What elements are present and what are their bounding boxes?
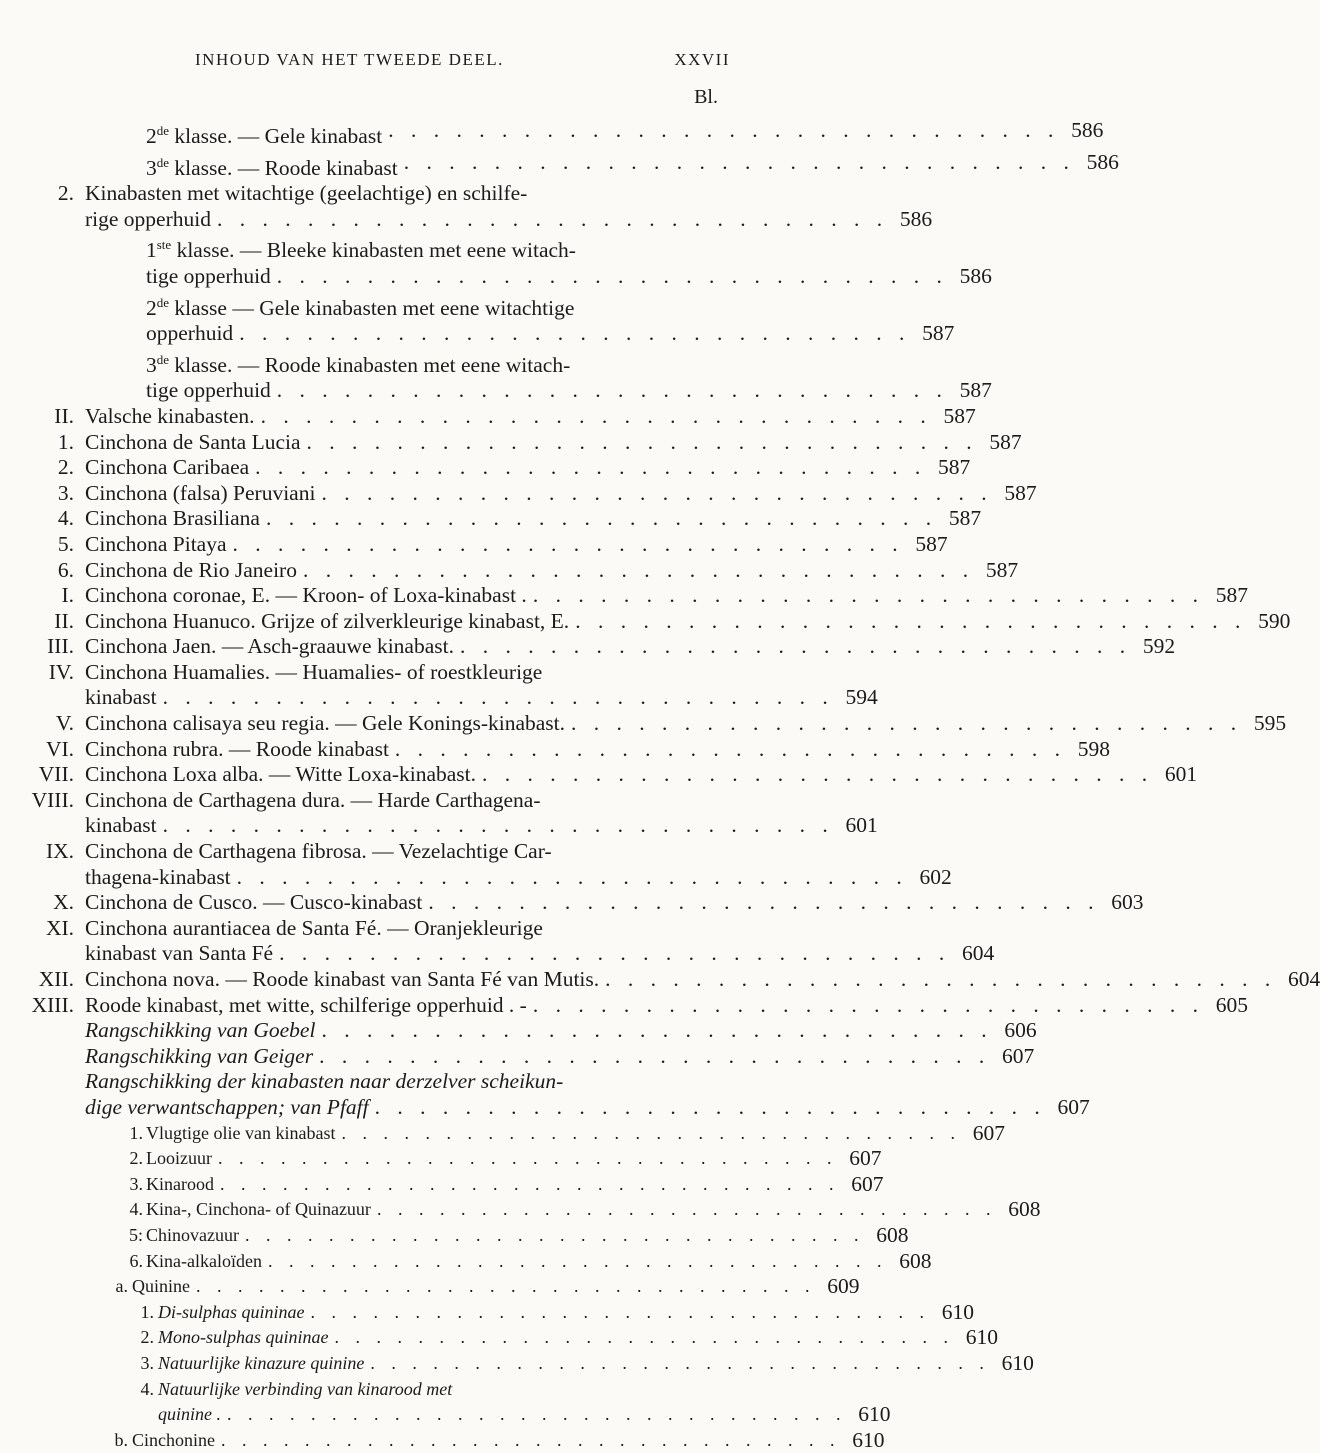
toc-entry-text: dige verwantschappen; van Pfaff	[85, 1094, 369, 1119]
toc-entry[interactable]	[0, 992, 1248, 1019]
toc-entry-page: 606	[1004, 1018, 1037, 1043]
toc-entry-page: 586	[959, 263, 992, 288]
toc-entry-text: Cinchona Brasiliana	[85, 506, 260, 531]
toc-entry-number: 5.	[57, 531, 74, 556]
toc-entry-page: 586	[1071, 118, 1104, 142]
toc-entry-text: Chinovazuur	[146, 1224, 239, 1245]
toc-entry-text: opperhuid	[146, 321, 234, 346]
dot-leader: . . . . . . . . . . . . . . . . . . . . . . . . . . . . . .	[265, 506, 938, 531]
toc-entry[interactable]	[0, 290, 955, 347]
toc-entry-text: Cinchona aurantiacea de Santa Fé. — Oranjekleurige	[85, 915, 543, 940]
toc-entry[interactable]	[0, 634, 1176, 660]
dot-leader: . . . . . . . . . . . . . . . . . . . . . . . . . . . . . .	[370, 1352, 990, 1373]
toc-entry[interactable]	[0, 1325, 998, 1351]
toc-entry-text: Cinchona Loxa alba. — Witte Loxa-kinabast.	[85, 762, 476, 787]
toc-entry-text: Cinchona de Santa Lucia	[85, 429, 301, 454]
toc-entry-page: 607	[851, 1171, 884, 1196]
dot-leader: . . . . . . . . . . . . . . . . . . . . . . . . . . . . . .	[267, 1250, 888, 1271]
toc-entry-text: Cinchona Huamalies. — Huamalies- of roestkleurige	[85, 659, 543, 684]
dot-leader: . . . . . . . . . . . . . . . . . . . . . . . . . . . . . .	[302, 557, 975, 582]
dot-leader: . . . . . . . . . . . . . . . . . . . . . . . . . . . . . .	[376, 1199, 997, 1220]
toc-entry-text: rige opperhuid	[85, 206, 211, 231]
toc-entry-page: 603	[1111, 890, 1144, 915]
toc-entry-text: 1ste klasse. — Bleeke kinabasten met eene witach-	[146, 237, 576, 263]
dot-leader: . . . . . . . . . . . . . . . . . . . . . . . . . . . . . .	[239, 321, 911, 346]
toc-entry-text: Cinchona calisaya seu regia. — Gele Konings-kinabast.	[85, 711, 566, 736]
toc-entry-text: Rangschikking van Geiger	[85, 1043, 314, 1068]
toc-entry-page: 607	[1057, 1094, 1090, 1119]
toc-entry[interactable]	[0, 181, 933, 232]
toc-entry-number: 2.	[140, 1327, 154, 1348]
toc-entry[interactable]	[0, 1197, 1041, 1223]
toc-entry-number: 5:	[128, 1224, 143, 1245]
toc-entry-text: Roode kinabast, met witte, schilferige opperhuid . -	[85, 992, 527, 1017]
toc-entry[interactable]	[0, 118, 1104, 150]
toc-entry-page: 587	[1215, 583, 1248, 608]
toc-entry-number: II.	[54, 403, 74, 428]
toc-entry-page: 605	[1215, 992, 1248, 1017]
toc-entry-number: 2.	[57, 455, 74, 480]
toc-entry-page: 609	[827, 1274, 860, 1299]
toc-entry-text: Cinchona de Rio Janeiro	[85, 557, 297, 582]
toc-entry-text: kinabast	[85, 685, 157, 710]
toc-entry-number: a.	[115, 1276, 128, 1297]
toc-entry-page: 587	[985, 557, 1019, 582]
toc-entry-text: Cinchona coronae, E. — Kroon- of Loxa-kinabast .	[85, 583, 527, 608]
toc-entry-number: b.	[114, 1429, 128, 1450]
toc-entry[interactable]	[0, 1248, 932, 1275]
toc-entry-number: 1.	[140, 1301, 154, 1322]
toc-entry-text: Cinchonine	[132, 1429, 215, 1450]
toc-entry-number: 1.	[57, 429, 74, 454]
toc-entry-number: XI.	[45, 915, 74, 940]
dot-leader: . . . . . . . . . . . . . . . . . . . . . . . . . . . . . .	[605, 967, 1277, 991]
toc-entry-number: VIII.	[31, 787, 74, 812]
toc-entry-text: tige opperhuid	[146, 263, 271, 288]
toc-entry-page: 587	[915, 531, 948, 556]
toc-entry-page: 610	[858, 1402, 891, 1427]
toc-entry-number: 3.	[129, 1173, 143, 1194]
toc-entry-number: XII.	[38, 967, 74, 991]
toc-entry-page: 587	[943, 403, 976, 428]
toc-entry-text: Cinchona de Carthagena dura. — Harde Carthagena-	[85, 787, 541, 812]
toc-entry-page: 586	[899, 206, 933, 231]
dot-leader: . . . . . . . . . . . . . . . . . . . . . . . . . . . . . .	[244, 1224, 865, 1245]
toc-entry-number: 4.	[140, 1378, 154, 1399]
toc-entry-text: Kina-alkaloïden	[146, 1250, 262, 1271]
toc-entry-page: 587	[989, 429, 1022, 454]
page-column-label: Bl.	[694, 86, 718, 108]
toc-entry[interactable]	[0, 1146, 882, 1172]
toc-entry-text: Looizuur	[146, 1148, 212, 1169]
toc-entry[interactable]	[0, 736, 1111, 763]
toc-entry[interactable]	[0, 232, 992, 289]
dot-leader: . . . . . . . . . . . . . . . . . . . . . . . . . . . . . .	[575, 608, 1247, 633]
dot-leader: . . . . . . . . . . . . . . . . . . . . . . . . . . . . . .	[232, 531, 904, 556]
toc-entry-text: Cinchona de Carthagena fibrosa. — Vezelachtige Car-	[85, 839, 552, 864]
toc-entry-text: Cinchona Huanuco. Grijze of zilverkleurige kinabast, E.	[85, 608, 570, 633]
dot-leader: . . . . . . . . . . . . . . . . . . . . . . . . . . . . . .	[532, 583, 1204, 608]
toc-entry[interactable]	[0, 1427, 885, 1453]
toc-entry[interactable]	[0, 403, 976, 430]
toc-entry[interactable]	[0, 1120, 1005, 1147]
toc-entry-number: II.	[54, 608, 74, 633]
toc-entry-text: Rangschikking van Goebel	[85, 1018, 316, 1043]
toc-entry[interactable]	[0, 762, 1198, 788]
toc-entry-page: 604	[1288, 967, 1320, 991]
toc-entry-number: X.	[53, 890, 74, 915]
dot-leader: . . . . . . . . . . . . . . . . . . . . . . . . . . . . . .	[216, 206, 889, 231]
toc-entry[interactable]	[0, 429, 1022, 456]
toc-entry[interactable]	[0, 455, 971, 481]
dot-leader: . . . . . . . . . . . . . . . . . . . . . . . . . . . . . .	[236, 864, 908, 889]
toc-entry-page: 610	[852, 1427, 885, 1452]
toc-entry-page: 607	[1001, 1043, 1035, 1068]
toc-entry-page: 601	[1164, 762, 1198, 787]
toc-entry-number: III.	[47, 634, 74, 659]
toc-entry-text: 2de klasse. — Gele kinabast	[146, 123, 383, 148]
toc-entry-number: 2.	[57, 181, 74, 206]
toc-entry-page: 587	[938, 455, 971, 480]
toc-entry-number: VI.	[45, 736, 74, 761]
toc-entry[interactable]	[0, 149, 1119, 182]
toc-entry-number: 3.	[140, 1352, 154, 1373]
toc-entry-text: Cinchona nova. — Roode kinabast van Santa Fé van Mutis.	[85, 967, 600, 991]
dot-leader: . . . . . . . . . . . . . . . . . . . . . . . . . . . . . .	[196, 1276, 816, 1297]
dot-leader: . . . . . . . . . . . . . . . . . . . . . . . . . . . . . .	[162, 813, 834, 838]
toc-entry-text: Cinchona (falsa) Peruviani	[85, 480, 316, 505]
toc-entry[interactable]	[0, 1299, 974, 1326]
toc-entry-text: 3de klasse. — Roode kinabasten met eene witach-	[146, 351, 571, 377]
toc-entry[interactable]	[0, 967, 1320, 993]
toc-entry-number: 1.	[129, 1122, 143, 1143]
dot-leader: . . . . . . . . . . . . . . . . . . . . . . . . . . . . . .	[459, 634, 1132, 659]
toc-entry-text: kinabast	[85, 813, 157, 838]
toc-entry-number: 4.	[129, 1199, 143, 1220]
dot-leader: . . . . . . . . . . . . . . . . . . . . . . . . . . . . . .	[428, 890, 1100, 915]
toc-entry-text: Cinchona Pitaya	[85, 531, 227, 556]
toc-entry-page: 607	[849, 1146, 882, 1171]
dot-leader: . . . . . . . . . . . . . . . . . . . . . . . . . . . . . .	[217, 1148, 838, 1169]
dot-leader: . . . . . . . . . . . . . . . . . . . . . . . . . . . . . .	[482, 762, 1154, 787]
dot-leader: . . . . . . . . . . . . . . . . . . . . . . . . . . . . . .	[310, 1301, 930, 1322]
toc-entry-page: 610	[1001, 1350, 1034, 1375]
header-page-number: XXVII	[674, 50, 730, 69]
toc-entry[interactable]	[0, 347, 992, 404]
dot-leader: . . . . . . . . . . . . . . . . . . . . . . . . . . . . . .	[227, 1404, 847, 1425]
toc-entry[interactable]	[0, 1377, 891, 1428]
toc-entry[interactable]	[0, 557, 1019, 584]
toc-entry[interactable]	[0, 1222, 909, 1249]
toc-entry-text: Kinabasten met witachtige (geelachtige) en schilfe-	[85, 181, 528, 206]
table-of-contents	[0, 118, 1320, 1453]
dot-leader: . . . . . . . . . . . . . . . . . . . . . . . . . . . . . .	[571, 711, 1243, 736]
toc-entry-number: 6.	[57, 557, 74, 582]
toc-entry-page: 586	[1086, 149, 1119, 174]
toc-entry-text: Natuurlijke kinazure quinine	[158, 1352, 365, 1373]
toc-entry-page: 604	[961, 941, 995, 966]
toc-entry-page: 594	[845, 685, 878, 710]
toc-entry-text: Quinine	[132, 1276, 190, 1297]
running-header	[95, 50, 730, 74]
toc-entry-text: Vlugtige olie van kinabast	[146, 1122, 336, 1143]
toc-entry[interactable]	[0, 1069, 1090, 1120]
toc-entry-page: 608	[1008, 1197, 1041, 1222]
toc-entry[interactable]	[0, 506, 982, 532]
toc-entry-page: 601	[845, 813, 878, 838]
toc-entry-text: Rangschikking der kinabasten naar derzelver scheikun-	[85, 1069, 564, 1094]
toc-entry[interactable]	[0, 480, 1037, 507]
toc-entry-page: 595	[1253, 711, 1287, 736]
toc-entry-page: 610	[965, 1325, 998, 1350]
toc-entry-text: tige opperhuid	[146, 378, 271, 403]
toc-entry-text: Cinchona Jaen. — Asch-graauwe kinabast.	[85, 634, 454, 659]
toc-entry-page: 602	[919, 864, 952, 889]
toc-entry-text: 3de klasse. — Roode kinabast	[146, 154, 398, 180]
dot-leader: . . . . . . . . . . . . . . . . . . . . . . . . . . . . . .	[162, 685, 834, 710]
toc-entry-number: I.	[61, 583, 74, 608]
toc-entry[interactable]	[0, 531, 948, 558]
dot-leader: . . . . . . . . . . . . . . . . . . . . . . . . . . . . . .	[276, 263, 948, 288]
dot-leader: . . . . . . . . . . . . . . . . . . . . . . . . . . . . . .	[221, 1429, 841, 1450]
toc-entry[interactable]	[0, 787, 878, 839]
toc-entry-text: Cinchona de Cusco. — Cusco-kinabast	[85, 890, 423, 915]
dot-leader: . . . . . . . . . . . . . . . . . . . . . . . . . . . . . .	[388, 118, 1060, 142]
dot-leader: . . . . . . . . . . . . . . . . . . . . . . . . . . . . . .	[306, 429, 978, 454]
toc-entry-page: 598	[1077, 736, 1111, 761]
toc-entry[interactable]	[0, 659, 878, 711]
toc-entry-page: 587	[1004, 480, 1037, 505]
toc-entry-number: IV.	[48, 659, 74, 684]
toc-entry[interactable]	[0, 1350, 1034, 1377]
toc-entry[interactable]	[0, 890, 1144, 916]
toc-entry-number: 6.	[129, 1250, 143, 1271]
toc-entry-text: thagena-kinabast	[85, 864, 231, 889]
toc-entry-text: Kina-, Cinchona- of Quinazuur	[146, 1199, 371, 1220]
dot-leader: . . . . . . . . . . . . . . . . . . . . . . . . . . . . . .	[260, 403, 932, 428]
dot-leader: . . . . . . . . . . . . . . . . . . . . . . . . . . . . . .	[276, 378, 948, 403]
toc-entry-number: IX.	[45, 839, 74, 864]
toc-entry[interactable]	[0, 1171, 884, 1198]
toc-entry-text: quinine .	[158, 1404, 221, 1425]
toc-entry[interactable]	[0, 839, 952, 890]
dot-leader: . . . . . . . . . . . . . . . . . . . . . . . . . . . . . .	[321, 1018, 993, 1043]
toc-entry-page: 587	[948, 506, 982, 531]
toc-entry-page: 608	[899, 1248, 932, 1273]
dot-leader: . . . . . . . . . . . . . . . . . . . . . . . . . . . . . .	[374, 1094, 1046, 1119]
toc-entry-page: 610	[941, 1299, 974, 1324]
toc-entry-number: V.	[55, 711, 74, 736]
dot-leader: . . . . . . . . . . . . . . . . . . . . . . . . . . . . . .	[341, 1122, 961, 1143]
dot-leader: . . . . . . . . . . . . . . . . . . . . . . . . . . . . . .	[334, 1327, 954, 1348]
dot-leader: . . . . . . . . . . . . . . . . . . . . . . . . . . . . . .	[319, 1043, 991, 1068]
toc-entry-page: 587	[922, 321, 955, 346]
toc-entry-number: 3.	[57, 480, 74, 505]
dot-leader: . . . . . . . . . . . . . . . . . . . . . . . . . . . . . .	[219, 1173, 840, 1194]
dot-leader: . . . . . . . . . . . . . . . . . . . . . . . . . . . . . .	[279, 941, 951, 966]
toc-entry-page: 607	[972, 1120, 1005, 1145]
toc-entry-page: 608	[876, 1222, 909, 1247]
toc-entry-text: Natuurlijke verbinding van kinarood met	[158, 1378, 453, 1399]
toc-entry-text: Mono-sulphas quininae	[158, 1327, 329, 1348]
toc-entry-text: Kinarood	[146, 1173, 214, 1194]
toc-entry-text: kinabast van Santa Fé	[85, 941, 274, 966]
toc-entry-text: Valsche kinabasten.	[85, 403, 255, 428]
toc-entry[interactable]	[0, 608, 1291, 635]
toc-entry-text: Di-sulphas quininae	[158, 1301, 305, 1322]
dot-leader: . . . . . . . . . . . . . . . . . . . . . . . . . . . . . .	[532, 992, 1204, 1017]
toc-entry-number: XIII.	[31, 992, 74, 1017]
dot-leader: . . . . . . . . . . . . . . . . . . . . . . . . . . . . . .	[321, 480, 993, 505]
toc-entry-number: 4.	[57, 506, 74, 531]
toc-entry-text: Cinchona Caribaea	[85, 455, 250, 480]
toc-entry[interactable]	[0, 1043, 1035, 1070]
toc-entry[interactable]	[0, 583, 1248, 609]
toc-entry-text: Cinchona rubra. — Roode kinabast	[85, 736, 389, 761]
toc-entry[interactable]	[0, 1274, 860, 1300]
toc-entry-text: 2de klasse — Gele kinabasten met eene witachtige	[146, 294, 575, 320]
toc-entry-page: 592	[1142, 634, 1176, 659]
toc-entry[interactable]	[0, 1018, 1037, 1044]
toc-entry[interactable]	[0, 915, 995, 967]
toc-entry-page: 590	[1258, 608, 1291, 633]
toc-entry-number: 2.	[129, 1148, 143, 1169]
toc-entry-page: 587	[959, 378, 992, 403]
toc-entry-number: VII.	[38, 762, 74, 787]
dot-leader: . . . . . . . . . . . . . . . . . . . . . . . . . . . . . .	[403, 149, 1075, 174]
dot-leader: . . . . . . . . . . . . . . . . . . . . . . . . . . . . . .	[394, 736, 1067, 761]
header-title: INHOUD VAN HET TWEEDE DEEL.	[195, 50, 504, 69]
dot-leader: . . . . . . . . . . . . . . . . . . . . . . . . . . . . . .	[255, 455, 927, 480]
toc-entry[interactable]	[0, 711, 1287, 737]
